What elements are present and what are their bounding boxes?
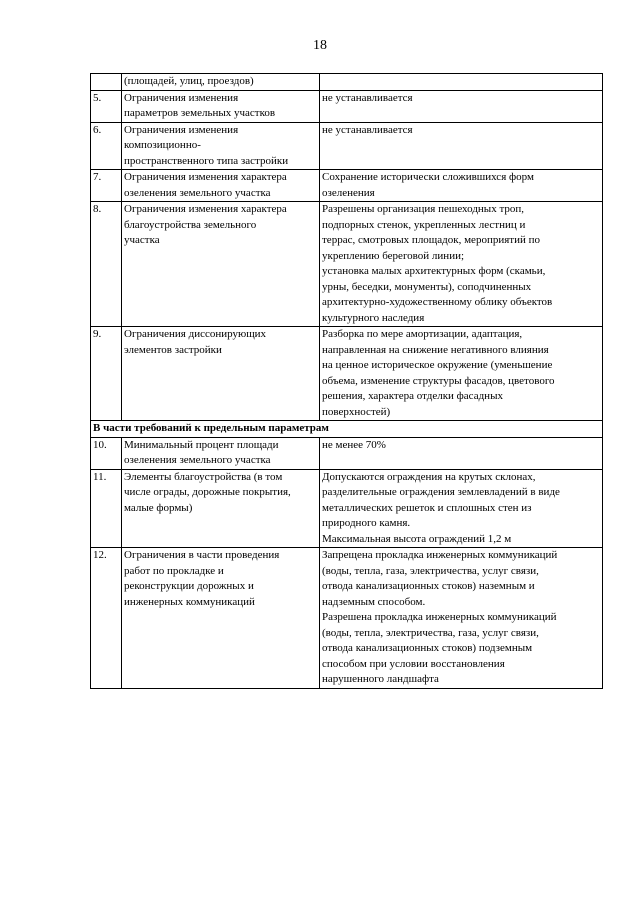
restriction-value-line: отвода канализационных стоков) наземным и [322,580,535,592]
page-number: 18 [313,38,327,53]
restriction-name [122,122,320,170]
restriction-value-line: подпорных стенок, укрепленных лестниц и [322,218,526,231]
restriction-value [320,327,603,421]
restriction-value-line: (воды, тепла, газа, электричества, услуг связи, [322,564,539,577]
restriction-value-line: Допускаются ограждения на крутых склонах, [322,470,536,483]
restriction-value [320,90,603,122]
restriction-value-line: не менее 70% [322,438,386,451]
restriction-name [122,90,320,122]
restriction-value-line: надземным способом. [322,595,426,608]
restriction-value-line: Запрещена прокладка инженерных коммуникаций [322,549,558,561]
table-row [91,327,603,421]
restriction-value-line: природного камня. [322,517,411,529]
restriction-value-line: решения, характера отделки фасадных [322,390,503,402]
table-row [91,469,603,548]
restriction-value-line: Сохранение исторически сложившихся форм [322,171,534,183]
restriction-value-line: разделительные ограждения землевладений в виде [322,486,560,498]
restriction-name [122,170,320,202]
restriction-value [320,548,603,689]
restriction-value-line: отвода канализационных стоков) подземным [322,642,533,654]
restriction-name-line: реконструкции дорожных и [124,580,254,592]
row-number: 5. [91,90,122,122]
restriction-name-line: Ограничения изменения характера [124,203,287,215]
restriction-value-line: способом при условии восстановления [322,657,505,670]
restriction-name-line: элементов застройки [124,343,222,356]
restrictions-table [90,73,603,689]
table-row [91,548,603,689]
table-row [91,202,603,327]
row-number: 8. [91,202,122,327]
restriction-name [122,74,320,91]
restriction-value-line: урны, беседки, монументы), соподчиненных [322,280,532,293]
restriction-name-line: благоустройства земельного [124,218,257,231]
row-number: 7. [91,170,122,202]
restriction-value [320,74,603,91]
restriction-name [122,327,320,421]
restriction-value-line: (воды, тепла, электричества, газа, услуг связи, [322,626,539,639]
table-row [91,170,603,202]
restriction-value-line: террас, смотровых площадок, мероприятий по [322,234,540,246]
restriction-name-line: пространственного типа застройки [124,154,289,167]
restriction-value-line: металлических решеток и сплошных стен из [322,501,532,514]
row-number [91,74,122,91]
restriction-name-line: Минимальный процент площади [124,438,279,451]
restriction-name-line: параметров земельных участков [124,107,276,119]
table-body-bottom [91,437,603,688]
row-number: 9. [91,327,122,421]
table-row [91,122,603,170]
restriction-value-line: архитектурно-художественному облику объектов [322,296,553,308]
table-section [91,421,603,438]
table-body-top [91,74,603,421]
section-row [91,421,603,438]
row-number: 6. [91,122,122,170]
restriction-name-line: участка [124,234,160,246]
table-row [91,74,603,91]
restriction-name [122,437,320,469]
restriction-name [122,202,320,327]
restriction-name-line: малые формы) [124,501,193,514]
restriction-value-line: озеленения [322,186,375,199]
restriction-name [122,469,320,548]
restriction-value-line: укреплению береговой линии; [322,249,465,262]
restriction-value-line: направленная на снижение негативного влияния [322,343,549,356]
restriction-name-line: озеленения земельного участка [124,454,271,466]
restriction-name-line: озеленения земельного участка [124,186,271,199]
restriction-value-line: объема, изменение структуры фасадов, цветового [322,374,555,387]
restriction-name-line: инженерных коммуникаций [124,595,255,608]
restriction-value-line: нарушенного ландшафта [322,673,439,685]
restriction-name-line: числе ограды, дорожные покрытия, [124,486,291,498]
row-number: 12. [91,548,122,689]
restriction-value-line: поверхностей) [322,405,391,418]
row-number: 10. [91,437,122,469]
restriction-name-line: Ограничения в части проведения [124,549,280,561]
restriction-value-line: Максимальная высота ограждений 1,2 м [322,532,512,545]
restriction-value-line: Разрешены организация пешеходных троп, [322,203,525,215]
restriction-name-line: композиционно- [124,139,201,151]
restriction-name-line: Ограничения изменения [124,123,239,136]
table-row [91,90,603,122]
restriction-name-line: (площадей, улиц, проездов) [124,75,254,87]
restriction-name [122,548,320,689]
restriction-value-line: на ценное историческое окружение (уменьшение [322,359,553,371]
restriction-value-line: не устанавливается [322,91,413,104]
section-header: В части требований к предельным параметрам [91,421,603,438]
restriction-value-line: Разборка по мере амортизации, адаптация, [322,328,523,340]
restriction-value-line: Разрешена прокладка инженерных коммуникаций [322,611,557,623]
restriction-value [320,437,603,469]
restriction-name-line: Ограничения диссонирующих [124,328,267,340]
restriction-name-line: Элементы благоустройства (в том [124,470,283,483]
restriction-name-line: Ограничения изменения характера [124,171,287,183]
restriction-value-line: культурного наследия [322,311,425,324]
restriction-value-line [322,74,600,90]
restriction-value [320,469,603,548]
table-row [91,437,603,469]
restriction-name-line: работ по прокладке и [124,564,224,577]
restriction-value [320,170,603,202]
restriction-value-line: не устанавливается [322,123,413,136]
restriction-value [320,202,603,327]
row-number: 11. [91,469,122,548]
restriction-value-line: установка малых архитектурных форм (скамьи, [322,265,546,277]
restriction-name-line: Ограничения изменения [124,91,239,104]
restriction-value [320,122,603,170]
